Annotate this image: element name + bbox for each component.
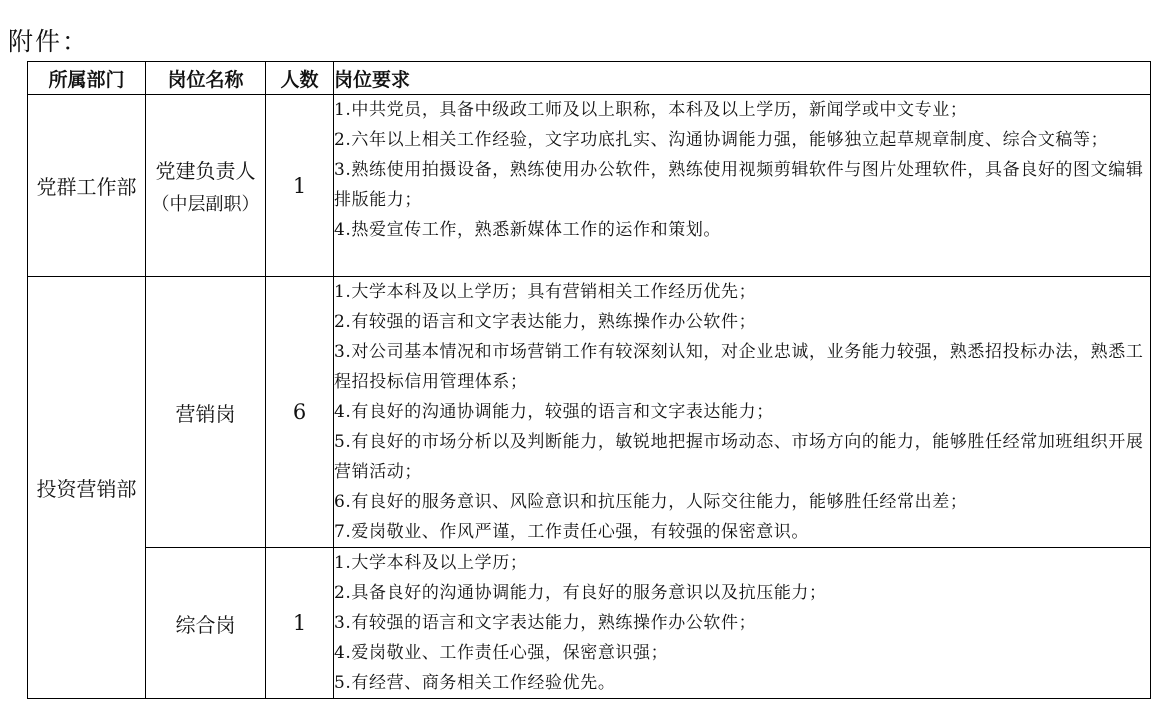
requirement-item: 1.大学本科及以上学历；: [334, 553, 528, 573]
position-title: 党建负责人: [155, 159, 256, 183]
count-cell: 1: [266, 95, 334, 277]
header-department: 所属部门: [28, 62, 146, 95]
table-row: [28, 95, 1151, 277]
header-position: 岗位名称: [146, 62, 266, 95]
requirement-item: 4.爱岗敬业、工作责任心强，保密意识强；: [334, 643, 669, 663]
requirement-item: 3.对公司基本情况和市场营销工作有较深刻认知，对企业忠诚，业务能力较强，熟悉招投标办法，熟悉工程招投标信用管理体系；: [334, 342, 1144, 392]
requirement-item: 1.大学本科及以上学历；具有营销相关工作经历优先；: [334, 282, 757, 302]
requirement-item: 7.爱岗敬业、作风严谨，工作责任心强，有较强的保密意识。: [334, 522, 810, 542]
requirement-item: 2.有较强的语言和文字表达能力，熟练操作办公软件；: [334, 312, 757, 332]
requirement-item: 4.有良好的沟通协调能力，较强的语言和文字表达能力；: [334, 402, 774, 422]
header-count: 人数: [266, 62, 334, 95]
table-row: [28, 548, 1151, 699]
requirement-item: 5.有良好的市场分析以及判断能力，敏锐地把握市场动态、市场方向的能力，能够胜任经常加班组织开展营销活动；: [334, 432, 1144, 482]
requirement-item: 1.中共党员，具备中级政工师及以上职称，本科及以上学历，新闻学或中文专业；: [334, 100, 968, 120]
requirement-item: 3.有较强的语言和文字表达能力，熟练操作办公软件；: [334, 613, 757, 633]
position-cell: [146, 95, 266, 277]
position-subtitle: （中层副职）: [151, 194, 260, 215]
department-cell: 党群工作部: [28, 95, 146, 277]
requirement-item: 2.具备良好的沟通协调能力，有良好的服务意识以及抗压能力；: [334, 583, 827, 603]
requirement-item: 3.熟练使用拍摄设备，熟练使用办公软件，熟练使用视频剪辑软件与图片处理软件，具备良好的图文编辑排版能力；: [334, 160, 1144, 210]
requirement-item: 5.有经营、商务相关工作经验优先。: [334, 673, 616, 693]
position-cell: 营销岗: [146, 277, 266, 548]
requirement-item: 2.六年以上相关工作经验，文字功底扎实、沟通协调能力强，能够独立起草规章制度、综合文稿等；: [334, 130, 1109, 150]
position-cell: 综合岗: [146, 548, 266, 699]
table-header-row: [28, 62, 1151, 95]
requirement-item: 4.热爱宣传工作，熟悉新媒体工作的运作和策划。: [334, 220, 722, 240]
attachment-label: 附件：: [8, 27, 90, 56]
requirements-cell: [334, 548, 1151, 699]
header-requirements: 岗位要求: [334, 62, 1151, 95]
requirements-cell: [334, 95, 1151, 277]
requirement-item: 6.有良好的服务意识、风险意识和抗压能力，人际交往能力，能够胜任经常出差；: [334, 492, 968, 512]
count-cell: 1: [266, 548, 334, 699]
table-row: [28, 277, 1151, 548]
job-requirements-table: [27, 61, 1151, 699]
department-cell: 投资营销部: [28, 277, 146, 699]
requirements-cell: [334, 277, 1151, 548]
count-cell: 6: [266, 277, 334, 548]
